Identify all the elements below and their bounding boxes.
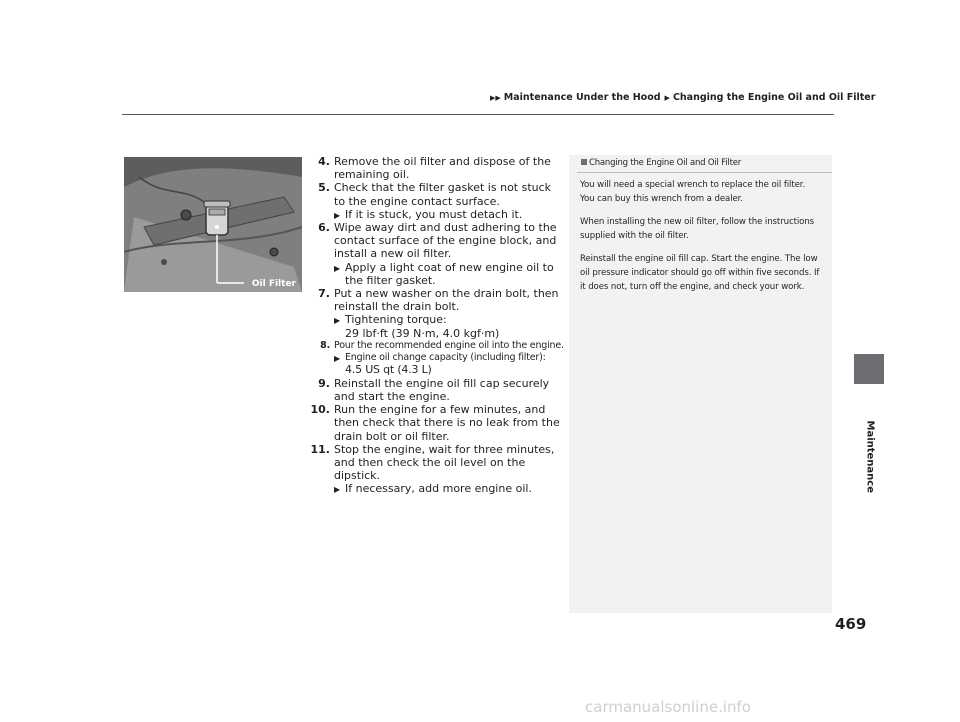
- note-title: Changing the Engine Oil and Oil Filter: [569, 155, 832, 172]
- engine-illustration: [124, 157, 302, 292]
- step-10: 10. Run the engine for a few minutes, and then check that there is no leak from the drain bolt or oil filter.: [310, 403, 560, 443]
- watermark: carmanualsonline.info: [585, 698, 751, 716]
- triangle-right-icon: ▶: [664, 94, 670, 102]
- page-number: 469: [835, 615, 867, 633]
- step-9: 9. Reinstall the engine oil fill cap securely and start the engine.: [318, 376, 550, 404]
- step-6: 6. Wipe away dirt and dust adhering to the contact surface of the engine block, and install a new oil filter. ▶ Apply a light coat of new engine oil to the filter gasket.: [318, 221, 557, 287]
- section-tab-label: Maintenance: [864, 420, 876, 494]
- step-8: 8. Pour the recommended engine oil into the engine. ▶ Engine oil change capacity (including filter): 4.5 US qt (4.3 L): [320, 339, 564, 376]
- step-4: 4. Remove the oil filter and dispose of the remaining oil.: [318, 155, 551, 182]
- arrow-right-icon: ▶: [334, 353, 340, 363]
- step-7: 7. Put a new washer on the drain bolt, then reinstall the drain bolt. ▶ Tightening torque: 29 lbf·ft (39 N·m, 4.0 kgf·m): [318, 287, 559, 340]
- step-11: 11. Stop the engine, wait for three minutes, and then check the oil level on the dipstick. ▶ If necessary, add more engine oil.: [310, 442, 555, 496]
- breadcrumb: ▶▶ Maintenance Under the Hood ▶ Changing the Engine Oil and Oil Filter: [490, 92, 876, 103]
- procedure-steps: [302, 155, 564, 496]
- section-tab-marker: [854, 354, 884, 384]
- arrow-right-icon: ▶: [334, 210, 341, 220]
- arrow-right-icon: ▶: [334, 485, 341, 495]
- arrow-right-icon: ▶: [334, 263, 341, 273]
- header-rule: [122, 114, 834, 115]
- note-body: [569, 173, 832, 294]
- note-marker-icon: [581, 159, 587, 165]
- triangle-right-icon: ▶▶: [490, 94, 501, 102]
- note-panel: [569, 155, 832, 613]
- oil-filter-photo: [124, 157, 302, 292]
- step-5: 5. Check that the filter gasket is not stuck to the engine contact surface. ▶ If it is stuck, you must detach it.: [318, 181, 552, 221]
- arrow-right-icon: ▶: [334, 316, 341, 326]
- oil-filter-label: Oil Filter: [251, 279, 296, 289]
- note-paragraph: Reinstall the engine oil fill cap. Start the engine. The low oil pressure indicator should go off within five seconds. If it does not, turn off the engine, and check your work.: [580, 254, 820, 292]
- note-paragraph: When installing the new oil filter, follow the instructions supplied with the oil filter.: [580, 217, 815, 241]
- note-paragraph: You will need a special wrench to replace the oil filter. You can buy this wrench from a dealer.: [580, 180, 806, 204]
